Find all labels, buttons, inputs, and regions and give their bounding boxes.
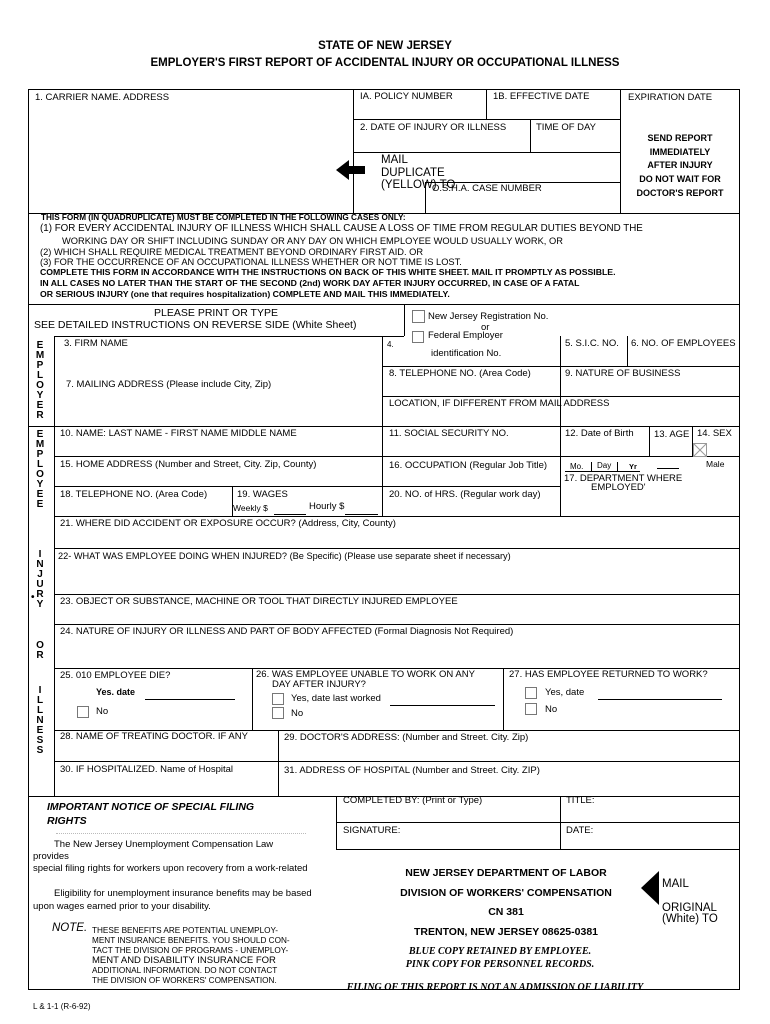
q26-label-2: DAY AFTER INJURY? (272, 679, 366, 690)
notice-paragraph-1a: The New Jersey Unemployment Compensation Law (54, 839, 274, 850)
send-report-line: DO NOT WAIT FOR (639, 174, 721, 185)
employer-side-label: E M P L O Y E R (35, 340, 45, 421)
note-line: ADDITIONAL INFORMATION. DO NOT CONTACT (92, 966, 278, 975)
mail-original-line: ORIGINAL (662, 901, 717, 914)
notice-paragraph-1b: provides (33, 851, 69, 862)
note-line: MENT AND DISABILITY INSURANCE FOR (92, 955, 276, 966)
dob-month-label: Mo. (570, 462, 584, 471)
mail-duplicate-line: DUPLICATE (381, 166, 445, 179)
sex-label: 14. SEX (697, 428, 732, 439)
note-line: THE DIVISION OF WORKERS' COMPENSATION. (92, 976, 277, 985)
q26-yes-label: Yes, date last worked (291, 693, 381, 704)
please-print-label: PLEASE PRINT OR TYPE (154, 307, 278, 319)
dob-year-label: Yr (629, 462, 637, 471)
q26-no-checkbox[interactable] (272, 707, 284, 719)
arrow-left-icon (640, 868, 660, 908)
or-label: or (481, 322, 490, 333)
send-report-line: IMMEDIATELY (649, 146, 711, 157)
q24-label: 24. NATURE OF INJURY OR ILLNESS AND PART OF BODY AFFECTED (Formal Diagnosis Not Required) (60, 626, 514, 637)
dept-line-trenton: TRENTON, NEW JERSEY 08625-0381 (413, 925, 599, 938)
notice-paragraph-2b: upon wages earned prior to your disability. (33, 901, 211, 912)
hourly-wage-label: Hourly $ (309, 501, 345, 512)
liability-notice: FILING OF THIS REPORT IS NOT AN ADMISSION OF LIABILITY (346, 982, 644, 993)
nj-registration-checkbox[interactable] (412, 310, 425, 323)
form-title: EMPLOYER'S FIRST REPORT OF ACCIDENTAL INJURY OR OCCUPATIONAL ILLNESS (150, 57, 620, 69)
send-report-line: SEND REPORT (647, 133, 713, 143)
field-4-label: 4. (387, 340, 394, 349)
instruction-bold-2: IN ALL CASES NO LATER THAN THE START OF THE SECOND (2nd) WORK DAY AFTER INJURY OCCURRED, IN CASE OF A FATAL (40, 278, 580, 288)
instruction-1b: WORKING DAY OR SHIFT INCLUDING SUNDAY OR ANY DAY ON WHICH EMPLOYEE WOULD USUALLY WORK, OR (62, 236, 563, 246)
effective-label: 1B. EFFECTIVE DATE (493, 91, 590, 102)
send-report-block (622, 132, 738, 201)
department-label-2: EMPLOYED' (591, 482, 646, 493)
instruction-2: (2) WHICH SHALL REQUIRE MEDICAL TREATMENT BEYOND ORDINARY FIRST AID. OR (40, 247, 424, 257)
injury-side-label: I N J U R Y (36, 549, 44, 610)
employer-telephone-label: 8. TELEPHONE NO. (Area Code) (389, 368, 531, 379)
firm-name-label: 3. FIRM NAME (64, 338, 128, 349)
federal-employer-checkbox[interactable] (412, 331, 424, 343)
note-label: NOTE. (52, 922, 88, 934)
q22-label: 22- WHAT WAS EMPLOYEE DOING WHEN INJURED? (Be Specific) (Please use separate sheet if necessary) (58, 551, 511, 561)
q27-no-label: No (545, 704, 558, 715)
nature-business-label: 9. NATURE OF BUSINESS (565, 368, 681, 379)
form-state-title: STATE OF NEW JERSEY (318, 40, 452, 52)
occupation-label: 16. OCCUPATION (Regular Job Title) (389, 460, 548, 471)
location-label: LOCATION, IF DIFFERENT FROM MAIL ADDRESS (389, 398, 610, 409)
illness-side-label: I L L N E S S (36, 685, 44, 756)
male-label: Male (706, 459, 725, 469)
completed-by-label: COMPLETED BY: (Print or Type) (343, 795, 483, 806)
note-text-block (92, 926, 290, 986)
department-label: 17. DEPARTMENT WHERE (564, 473, 683, 484)
hours-label: 20. NO. of HRS. (Regular work day) (389, 489, 541, 500)
q26-no-label: No (291, 708, 304, 719)
policy-label: IA. POLICY NUMBER (360, 91, 453, 102)
note-line: THESE BENEFITS ARE POTENTIAL UNEMPLOY- (92, 926, 278, 935)
notice-title: IMPORTANT NOTICE OF SPECIAL FILING (47, 801, 255, 813)
q25-no-label: No (96, 706, 109, 717)
asterisk-mark: • (31, 592, 35, 603)
q27-yes-checkbox[interactable] (525, 687, 537, 699)
mail-original-line: MAIL (662, 878, 689, 890)
instructions-heading: THIS FORM (IN QUADRUPLICATE) MUST BE COMPLETED IN THE FOLLOWING CASES ONLY: (41, 213, 406, 222)
dept-line-cn: CN 381 (488, 906, 524, 918)
q27-label: 27. HAS EMPLOYEE RETURNED TO WORK? (509, 669, 708, 680)
age-label: 13. AGE (654, 429, 690, 440)
employees-count-label: 6. NO. OF EMPLOYEES (631, 338, 736, 349)
home-address-label: 15. HOME ADDRESS (Number and Street, City. Zip, County) (60, 459, 317, 470)
note-line: MENT INSURANCE BENEFITS. YOU SHOULD CON- (92, 936, 290, 945)
mailing-address-label: 7. MAILING ADDRESS (Please include City, Zip) (66, 379, 272, 390)
send-report-line: AFTER INJURY (647, 160, 713, 171)
see-instructions-label: SEE DETAILED INSTRUCTIONS ON REVERSE SIDE (White Sheet) (34, 319, 357, 331)
q25-label: 25. 010 EMPLOYEE DIE? (60, 670, 171, 681)
title-field-label: TITLE: (566, 795, 595, 806)
q25-yes-label: Yes. date (96, 687, 136, 697)
instruction-bold-3: OR SERIOUS INJURY (one that requires hospitalization) COMPLETE AND MAIL THIS IMMEDIATELY. (40, 289, 450, 299)
employee-telephone-label: 18. TELEPHONE NO. (Area Code) (60, 489, 208, 500)
weekly-wage-label: Weekly $ (233, 503, 268, 513)
mail-duplicate-line: MAIL (381, 154, 408, 166)
dept-line-2: DIVISION OF WORKERS' COMPENSATION (400, 886, 612, 899)
dob-label: 12. Date of Birth (565, 428, 634, 439)
q26-yes-checkbox[interactable] (272, 693, 284, 705)
nj-registration-label: New Jersey Registration No. (428, 311, 549, 322)
q26-label: 26. WAS EMPLOYEE UNABLE TO WORK ON ANY (256, 669, 475, 680)
instruction-1: (1) FOR EVERY ACCIDENTAL INJURY OF ILLNESS WHICH SHALL CAUSE A LOSS OF TIME FROM REGULAR DUTIES BEYOND THE (40, 223, 643, 234)
instruction-bold-1: COMPLETE THIS FORM IN ACCORDANCE WITH THE INSTRUCTIONS ON BACK OF THIS WHITE SHEET. MAIL IT PROMPTLY AS POSSIBLE. (40, 267, 616, 277)
mail-duplicate-line: (YELLOW) TO (381, 179, 456, 191)
q31-label: 31. ADDRESS OF HOSPITAL (Number and Street. City. ZIP) (284, 765, 540, 776)
note-line: TACT THE DIVISION OF PROGRAMS - UNEMPLOY- (92, 946, 289, 955)
department-address-block (378, 864, 634, 942)
notice-paragraph-2a: Eligibility for unemployment insurance benefits may be based (54, 888, 312, 899)
q27-yes-label: Yes, date (545, 687, 585, 698)
form-number: L & 1-1 (R-6-92) (33, 1002, 91, 1011)
time-of-day-label: TIME OF DAY (536, 122, 596, 133)
date-field-label: DATE: (566, 825, 594, 836)
mail-original-block (662, 879, 718, 926)
dob-day-label: Day (597, 461, 612, 470)
or-side-label: O R (36, 640, 44, 661)
q23-label: 23. OBJECT OR SUBSTANCE, MACHINE OR TOOL THAT DIRECTLY INJURED EMPLOYEE (60, 596, 458, 607)
sic-label: 5. S.I.C. NO. (565, 338, 619, 349)
q21-label: 21. WHERE DID ACCIDENT OR EXPOSURE OCCUR? (Address, City, County) (60, 518, 396, 529)
osha-label: O.S.H.A. CASE NUMBER (432, 183, 542, 194)
notice-title-2: RIGHTS (47, 815, 87, 827)
q30-label: 30. IF HOSPITALIZED. Name of Hospital (60, 764, 233, 775)
dept-line-1: NEW JERSEY DEPARTMENT OF LABOR (405, 867, 607, 879)
mail-duplicate-block (381, 154, 456, 191)
mail-original-line: (White) TO (662, 913, 718, 925)
q25-no-checkbox[interactable] (77, 706, 89, 718)
q27-no-checkbox[interactable] (525, 703, 537, 715)
wages-label: 19. WAGES (237, 489, 288, 500)
signature-label: SIGNATURE: (343, 825, 401, 836)
carrier-label: 1. CARRIER NAME. ADDRESS (35, 92, 170, 103)
ssn-label: 11. SOCIAL SECURITY NO. (389, 428, 509, 439)
q29-label: 29. DOCTOR'S ADDRESS: (Number and Street. City. Zip) (284, 732, 529, 743)
date-injury-label: 2. DATE OF INJURY OR ILLNESS (360, 122, 507, 133)
employee-side-label: E M P L O Y E E (35, 429, 45, 510)
instruction-3: (3) FOR THE OCCURRENCE OF AN OCCUPATIONAL ILLNESS WHETHER OR NOT TIME IS LOST. (40, 257, 462, 267)
expiration-label: EXPIRATION DATE (628, 92, 713, 103)
arrow-left-icon (336, 158, 366, 182)
sex-checkbox-crossed-icon[interactable] (693, 443, 707, 457)
q28-label: 28. NAME OF TREATING DOCTOR. IF ANY (60, 731, 248, 742)
identification-label: identification No. (431, 348, 502, 359)
pink-copy-label: PINK COPY FOR PERSONNEL RECORDS. (405, 959, 595, 970)
blue-copy-label: BLUE COPY RETAINED BY EMPLOYEE. (408, 946, 592, 957)
federal-employer-label: Federal Employer (428, 330, 503, 341)
notice-paragraph-1c: special filing rights for workers upon recovery from a work-related (33, 863, 308, 874)
send-report-line: DOCTOR'S REPORT (636, 187, 724, 198)
employee-name-label: 10. NAME: LAST NAME - FIRST NAME MIDDLE NAME (60, 428, 297, 439)
